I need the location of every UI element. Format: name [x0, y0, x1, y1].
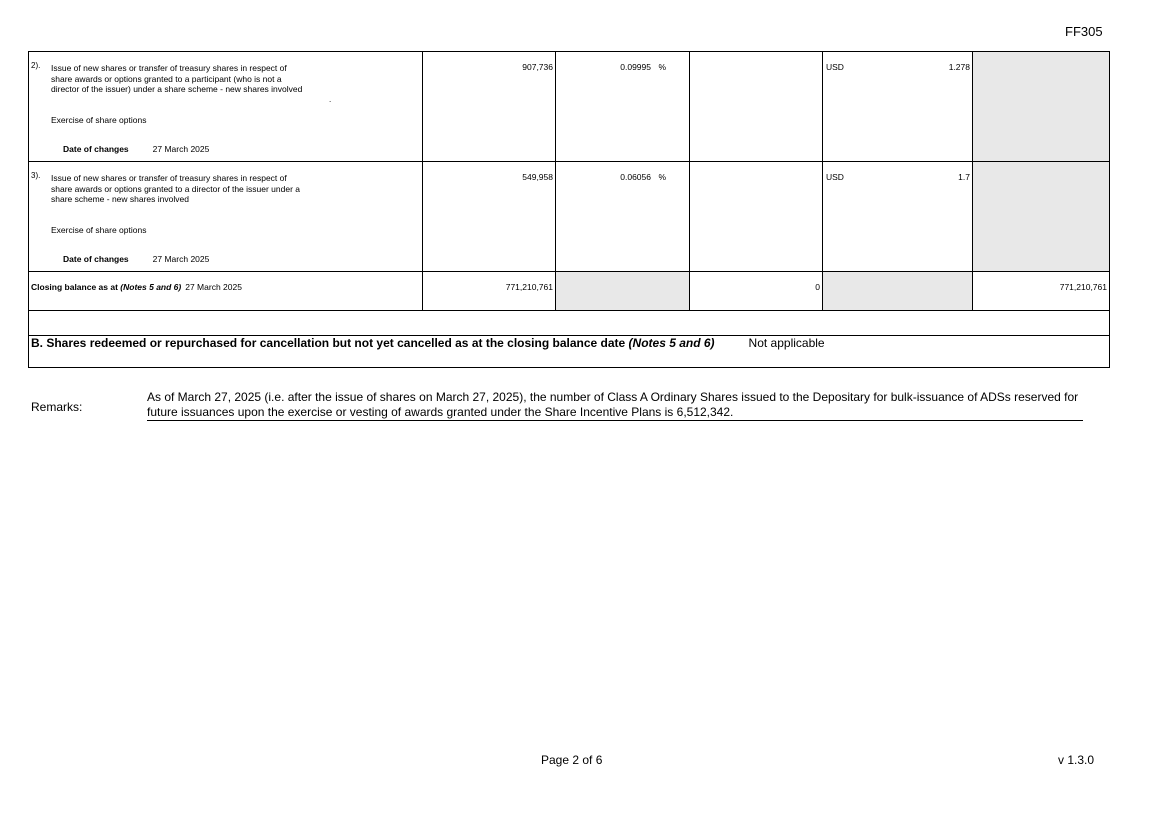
closing-notes: (Notes 5 and 6): [120, 282, 182, 292]
percent-value: 0.06056: [620, 172, 651, 182]
blank-cell: [29, 311, 1110, 336]
shares-cell: 907,736: [423, 52, 556, 162]
shaded-cell: [973, 52, 1110, 162]
desc-line: share scheme - new shares involved: [51, 194, 189, 204]
empty-cell: [690, 162, 823, 272]
price-cell: [823, 52, 973, 162]
shaded-cell: [823, 272, 973, 311]
row-event: Exercise of share options: [51, 115, 147, 125]
share-movement-table: [28, 51, 1110, 368]
row-event: Exercise of share options: [51, 225, 147, 235]
page-number: Page 2 of 6: [541, 753, 603, 767]
remarks-label: Remarks:: [31, 400, 83, 414]
price: 1.278: [948, 62, 970, 72]
version-label: v 1.3.0: [1058, 753, 1095, 767]
section-b-row: [29, 336, 1110, 368]
desc-line: director of the issuer) under a share scheme - new shares involved: [51, 84, 303, 94]
closing-label-text: Closing balance as at: [31, 282, 118, 292]
row-description-text: [51, 173, 351, 205]
price-cell: [823, 162, 973, 272]
closing-treasury: 0: [690, 272, 823, 311]
empty-cell: [690, 52, 823, 162]
form-code: FF305: [1065, 24, 1103, 39]
section-b-title: B. Shares redeemed or repurchased for cancellation but not yet cancelled as at the closing balance date: [31, 336, 626, 350]
date-value: 27 March 2025: [152, 254, 210, 264]
percent-value: 0.09995: [620, 62, 651, 72]
section-b-cell: [29, 336, 1110, 368]
closing-balance-row: [29, 272, 1110, 311]
table-row-3: [29, 162, 1110, 272]
remarks-text: As of March 27, 2025 (i.e. after the issue of shares on March 27, 2025), the number of Class A Ordinary Shares issued to the Depositary for bulk-issuance of ADSs reserved for future issuances upon the exercise or vesting of awards granted under the Share Incentive Plans is 6,512,342.: [147, 390, 1083, 421]
section-b-value: Not applicable: [748, 336, 825, 350]
row-number: 3).: [31, 171, 41, 180]
row-description: [29, 162, 423, 272]
percent-cell: [556, 162, 690, 272]
shaded-cell: [973, 162, 1110, 272]
currency: USD: [826, 172, 844, 182]
closing-balance-label: [29, 272, 423, 311]
desc-line: Issue of new shares or transfer of treasury shares in respect of: [51, 63, 287, 73]
percent-cell: [556, 52, 690, 162]
row-number: 2).: [31, 61, 41, 70]
row-description: [29, 52, 423, 162]
section-b-notes: (Notes 5 and 6): [628, 336, 715, 350]
table-row-2: [29, 52, 1110, 162]
percent-sign: %: [658, 62, 666, 72]
dot-mark: .: [329, 95, 332, 104]
date-label: Date of changes: [63, 254, 129, 264]
date-of-changes: [63, 254, 209, 264]
price: 1.7: [958, 172, 970, 182]
desc-line: share awards or options granted to a participant (who is not a: [51, 73, 282, 84]
closing-date: 27 March 2025: [185, 282, 242, 292]
date-label: Date of changes: [63, 144, 129, 154]
desc-line: Issue of new shares or transfer of treasury shares in respect of: [51, 173, 287, 183]
row-description-text: [51, 63, 351, 95]
blank-row: [29, 311, 1110, 336]
date-value: 27 March 2025: [152, 144, 210, 154]
date-of-changes: [63, 144, 209, 154]
shares-cell: 549,958: [423, 162, 556, 272]
currency: USD: [826, 62, 844, 72]
shaded-cell: [556, 272, 690, 311]
closing-total: 771,210,761: [973, 272, 1110, 311]
desc-line: share awards or options granted to a director of the issuer under a: [51, 183, 301, 194]
closing-shares: 771,210,761: [423, 272, 556, 311]
percent-sign: %: [658, 172, 666, 182]
